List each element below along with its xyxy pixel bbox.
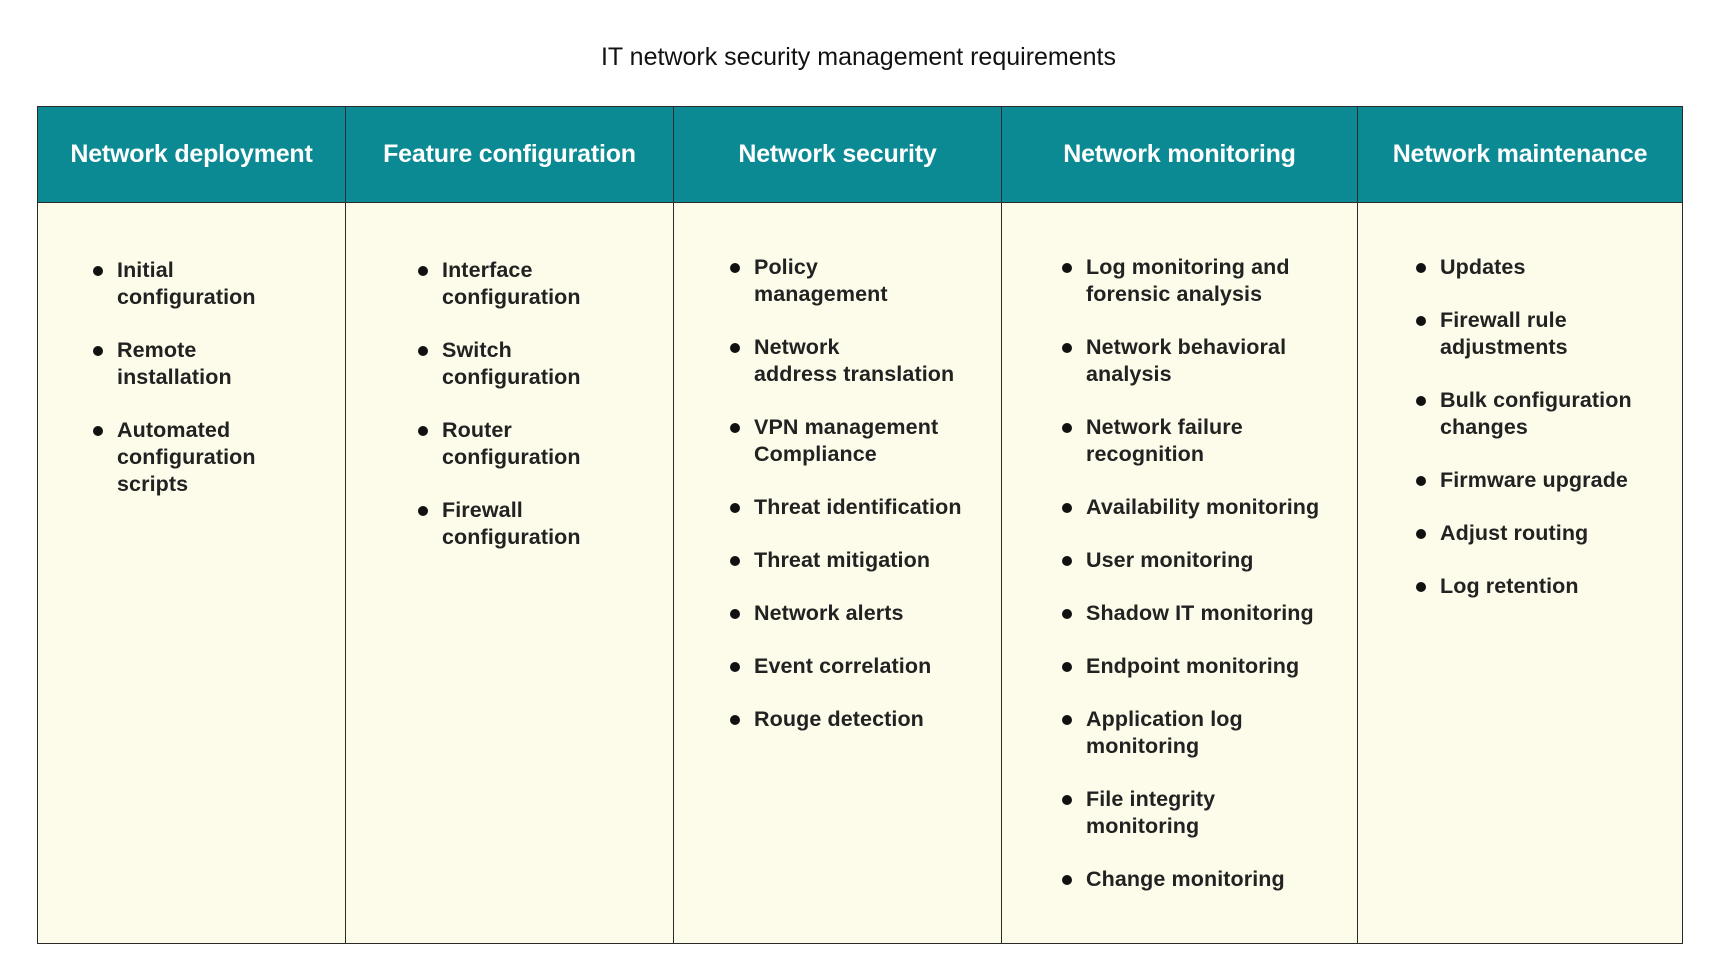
column-network-security	[674, 203, 1002, 943]
list-item: VPN management Compliance	[754, 414, 1001, 468]
list-item: Log monitoring and forensic analysis	[1086, 254, 1357, 308]
page-title: IT network security management requirements	[600, 43, 1117, 71]
list-item: Endpoint monitoring	[1086, 653, 1357, 680]
column-network-monitoring	[1002, 203, 1358, 943]
list-item: Remote installation	[117, 337, 345, 391]
list-item: Interface configuration	[442, 257, 673, 311]
list-item: Threat identification	[754, 494, 1001, 521]
column-network-maintenance	[1358, 203, 1682, 943]
list-item: Log retention	[1440, 573, 1682, 600]
list-item: Network alerts	[754, 600, 1001, 627]
bullet-list	[1440, 254, 1682, 600]
column-header-feature-configuration: Feature configuration	[346, 107, 674, 203]
list-item: Shadow IT monitoring	[1086, 600, 1357, 627]
list-item: Bulk configuration changes	[1440, 387, 1682, 441]
list-item: Automated configuration scripts	[117, 417, 345, 498]
list-item: Switch configuration	[442, 337, 673, 391]
list-item: Policy management	[754, 254, 1001, 308]
list-item: Router configuration	[442, 417, 673, 471]
list-item: Threat mitigation	[754, 547, 1001, 574]
list-item: Firewall configuration	[442, 497, 673, 551]
list-item: Adjust routing	[1440, 520, 1682, 547]
list-item: Firewall rule adjustments	[1440, 307, 1682, 361]
list-item: Availability monitoring	[1086, 494, 1357, 521]
column-header-network-deployment: Network deployment	[38, 107, 346, 203]
list-item: Network failure recognition	[1086, 414, 1357, 468]
bullet-list	[754, 254, 1001, 733]
column-header-network-maintenance: Network maintenance	[1358, 107, 1682, 203]
list-item: Event correlation	[754, 653, 1001, 680]
requirements-table	[37, 106, 1683, 944]
column-header-network-security: Network security	[674, 107, 1002, 203]
list-item: Updates	[1440, 254, 1682, 281]
column-feature-configuration	[346, 203, 674, 943]
column-network-deployment	[38, 203, 346, 943]
list-item: Initial configuration	[117, 257, 345, 311]
list-item: Change monitoring	[1086, 866, 1357, 893]
bullet-list	[442, 257, 673, 551]
column-header-network-monitoring: Network monitoring	[1002, 107, 1358, 203]
bullet-list	[117, 257, 345, 498]
bullet-list	[1086, 254, 1357, 893]
list-item: Application log monitoring	[1086, 706, 1357, 760]
list-item: User monitoring	[1086, 547, 1357, 574]
list-item: Network behavioral analysis	[1086, 334, 1357, 388]
list-item: Firmware upgrade	[1440, 467, 1682, 494]
list-item: Network address translation	[754, 334, 1001, 388]
list-item: Rouge detection	[754, 706, 1001, 733]
list-item: File integrity monitoring	[1086, 786, 1357, 840]
